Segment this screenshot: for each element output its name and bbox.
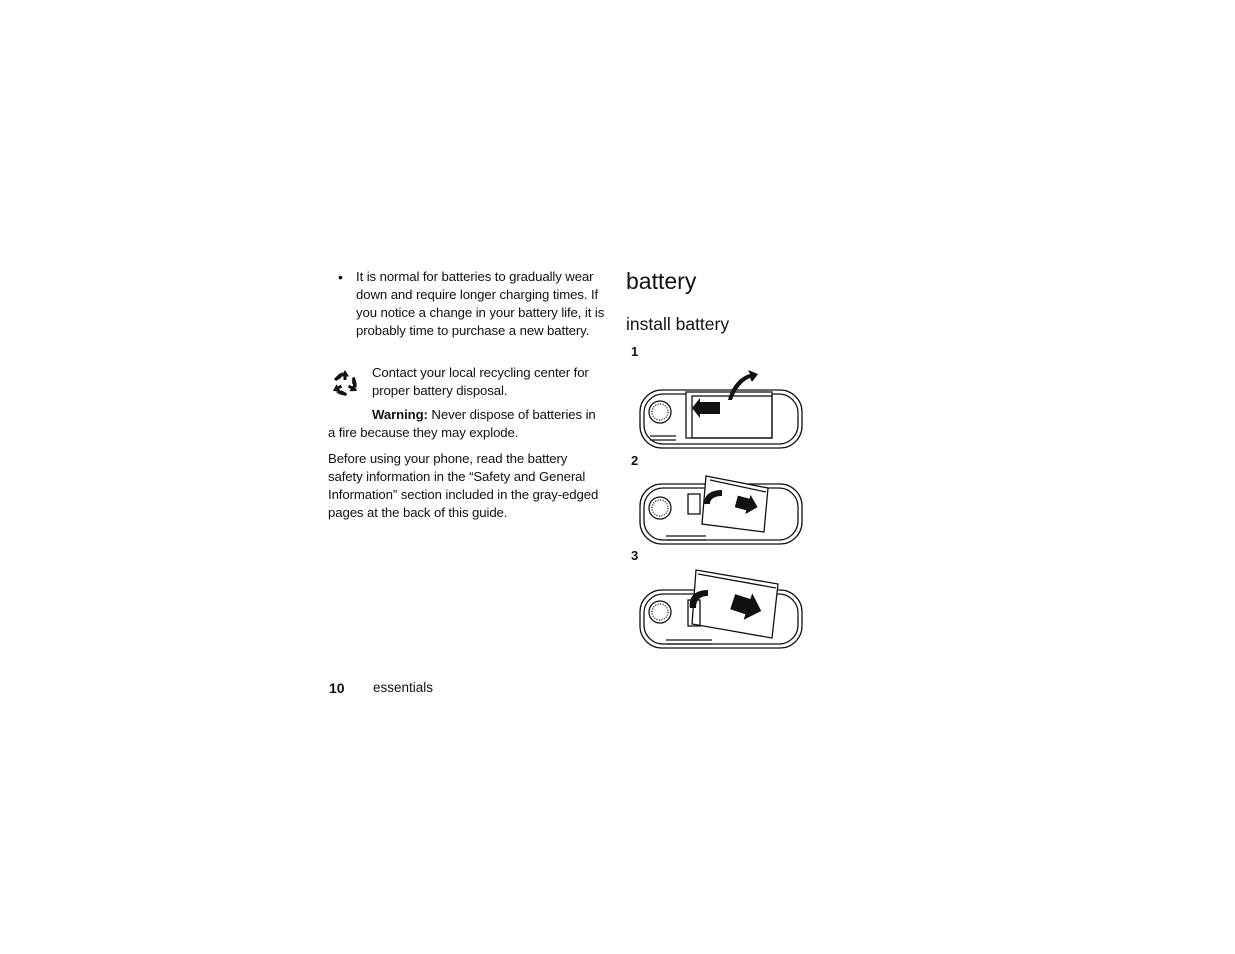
step-number: 2 bbox=[631, 453, 639, 468]
recycle-text: Contact your local recycling center for proper battery disposal. bbox=[372, 365, 589, 398]
warning-paragraph bbox=[328, 406, 604, 442]
bullet-text: It is normal for batteries to gradually wear down and require longer charging times. If you notice a change in your battery life, it is probably time to purchase a new battery. bbox=[356, 269, 605, 338]
warning-label: Warning: bbox=[372, 407, 428, 422]
section-name: essentials bbox=[373, 680, 434, 695]
step-2-illustration bbox=[636, 468, 806, 548]
warning-text: Never dispose of batteries in a fire because they may explode. bbox=[328, 407, 596, 440]
page-number: 10 bbox=[329, 680, 345, 696]
step-number: 3 bbox=[631, 548, 639, 563]
step-1-illustration bbox=[636, 366, 806, 452]
recycle-icon bbox=[330, 368, 360, 398]
step-number: 1 bbox=[631, 344, 639, 359]
section-subtitle: install battery bbox=[626, 314, 730, 334]
page-title: battery bbox=[626, 268, 697, 294]
safety-info-paragraph: Before using your phone, read the battery safety information in the “Safety and General Information” section included in the gray-edged pages at the back of this guide. bbox=[328, 451, 599, 520]
step-3-illustration bbox=[636, 566, 806, 652]
bullet-symbol: • bbox=[338, 269, 343, 285]
